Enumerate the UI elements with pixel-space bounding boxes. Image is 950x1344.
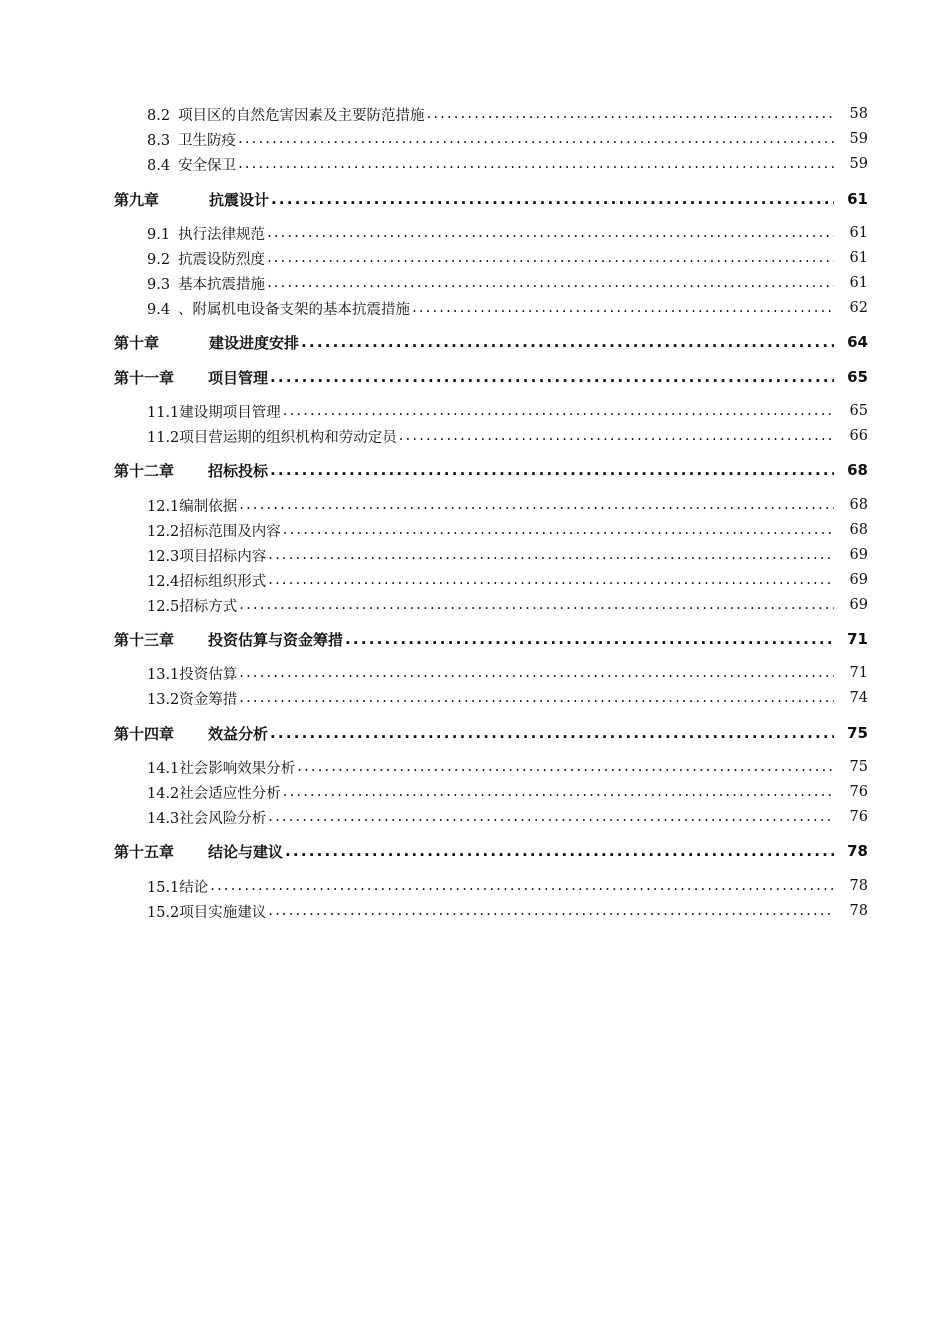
chapter-title: 结论与建议 xyxy=(208,842,284,861)
page-number: 61 xyxy=(849,225,868,241)
toc-section-entry[interactable] xyxy=(147,875,868,897)
toc-chapter-entry[interactable] xyxy=(114,331,868,353)
toc-entry-label xyxy=(147,426,397,447)
toc-entry-label xyxy=(114,841,283,862)
section-number: 13.1 xyxy=(147,666,180,683)
toc-section-entry[interactable] xyxy=(147,594,868,616)
page-number: 69 xyxy=(849,547,868,563)
toc-entry-label xyxy=(147,688,237,709)
dot-leader xyxy=(267,225,834,241)
dot-leader xyxy=(301,333,834,351)
dot-leader xyxy=(283,522,834,538)
section-number: 11.1 xyxy=(147,404,180,421)
toc-entry-label xyxy=(147,520,281,541)
section-title: 卫生防疫 xyxy=(178,132,237,149)
toc-section-entry[interactable] xyxy=(147,400,868,422)
page-number: 78 xyxy=(849,903,868,919)
chapter-number: 第十四章 xyxy=(114,724,175,743)
toc-entry-label xyxy=(114,723,268,744)
section-title: 项目区的自然危害因素及主要防范措施 xyxy=(178,107,425,124)
toc-chapter-entry[interactable] xyxy=(114,188,868,210)
dot-leader xyxy=(267,250,834,266)
chapter-title: 效益分析 xyxy=(208,724,269,743)
toc-entry-label xyxy=(147,570,266,591)
dot-leader xyxy=(268,547,834,563)
section-number: 8.2 xyxy=(147,107,171,124)
page-number: 61 xyxy=(847,190,868,208)
dot-leader xyxy=(271,190,834,208)
page-number: 69 xyxy=(849,572,868,588)
dot-leader xyxy=(238,156,834,172)
section-number: 14.2 xyxy=(147,785,180,802)
section-number: 12.2 xyxy=(147,523,180,540)
toc-chapter-entry[interactable] xyxy=(114,628,868,650)
page-number: 71 xyxy=(847,630,868,648)
dot-leader xyxy=(270,368,834,386)
dot-leader xyxy=(427,106,834,122)
section-title: 基本抗震措施 xyxy=(178,276,266,293)
section-number: 8.4 xyxy=(147,157,171,174)
dot-leader xyxy=(267,275,834,291)
toc-entry-label xyxy=(114,189,269,210)
page-number: 64 xyxy=(847,333,868,351)
section-number: 12.1 xyxy=(147,498,180,515)
dot-leader xyxy=(270,461,834,479)
chapter-number: 第十章 xyxy=(114,333,160,352)
section-title: 建设期项目管理 xyxy=(179,404,281,421)
toc-section-entry[interactable] xyxy=(147,662,868,684)
dot-leader xyxy=(399,428,834,444)
toc-entry-label xyxy=(147,104,425,125)
page-number: 71 xyxy=(849,665,868,681)
section-number: 9.1 xyxy=(147,226,171,243)
toc-entry-label xyxy=(114,460,268,481)
page-number: 78 xyxy=(847,842,868,860)
dot-leader xyxy=(270,724,834,742)
dot-leader xyxy=(283,784,834,800)
dot-leader xyxy=(239,497,834,513)
toc-entry-label xyxy=(114,332,299,353)
section-number: 12.3 xyxy=(147,548,180,565)
toc-section-entry[interactable] xyxy=(147,272,868,294)
toc-section-entry[interactable] xyxy=(147,544,868,566)
toc-section-entry[interactable] xyxy=(147,103,868,125)
page-number: 61 xyxy=(849,250,868,266)
section-title: 社会风险分析 xyxy=(179,810,267,827)
toc-section-entry[interactable] xyxy=(147,494,868,516)
dot-leader xyxy=(283,403,834,419)
dot-leader xyxy=(238,131,834,147)
toc-chapter-entry[interactable] xyxy=(114,840,868,862)
page-number: 76 xyxy=(849,809,868,825)
chapter-title: 投资估算与资金筹措 xyxy=(208,630,344,649)
dot-leader xyxy=(268,809,834,825)
toc-chapter-entry[interactable] xyxy=(114,459,868,481)
toc-entry-label xyxy=(147,876,208,897)
section-title: 招标方式 xyxy=(179,598,238,615)
page-number: 62 xyxy=(849,300,868,316)
dot-leader xyxy=(412,300,834,316)
section-number: 9.3 xyxy=(147,276,171,293)
toc-entry-label xyxy=(147,901,266,922)
chapter-number: 第九章 xyxy=(114,190,160,209)
section-title: 结论 xyxy=(179,879,209,896)
toc-section-entry[interactable] xyxy=(147,153,868,175)
toc-entry-label xyxy=(114,367,268,388)
toc-entry-label xyxy=(147,248,265,269)
section-title: 社会适应性分析 xyxy=(179,785,281,802)
section-number: 9.4 xyxy=(147,301,171,318)
page-number: 68 xyxy=(849,497,868,513)
section-title: 招标范围及内容 xyxy=(179,523,281,540)
toc-entry-label xyxy=(147,401,281,422)
page-number: 59 xyxy=(849,156,868,172)
toc-section-entry[interactable] xyxy=(147,687,868,709)
toc-section-entry[interactable] xyxy=(147,425,868,447)
chapter-title: 招标投标 xyxy=(208,461,269,480)
toc-section-entry[interactable] xyxy=(147,128,868,150)
page-number: 58 xyxy=(849,106,868,122)
page-number: 75 xyxy=(847,724,868,742)
toc-entry-label xyxy=(147,545,266,566)
page-number: 68 xyxy=(849,522,868,538)
toc-section-entry[interactable] xyxy=(147,806,868,828)
section-title: 招标组织形式 xyxy=(179,573,267,590)
section-number: 15.2 xyxy=(147,904,180,921)
toc-section-entry[interactable] xyxy=(147,297,868,319)
section-title: 编制依据 xyxy=(179,498,238,515)
dot-leader xyxy=(239,597,834,613)
toc-entry-label xyxy=(147,129,236,150)
section-title: 资金筹措 xyxy=(179,691,238,708)
toc-entry-label xyxy=(147,154,236,175)
section-title: 抗震设防烈度 xyxy=(178,251,266,268)
toc-section-entry[interactable] xyxy=(147,756,868,778)
section-number: 12.5 xyxy=(147,598,180,615)
section-title: 执行法律规范 xyxy=(178,226,266,243)
toc-entry-label xyxy=(147,595,237,616)
toc-entry-label xyxy=(147,495,237,516)
section-title: 社会影响效果分析 xyxy=(179,760,296,777)
section-title: 项目招标内容 xyxy=(179,548,267,565)
toc-entry-label xyxy=(147,223,265,244)
dot-leader xyxy=(345,630,834,648)
dot-leader xyxy=(239,690,834,706)
section-title: 项目实施建议 xyxy=(179,904,267,921)
chapter-title: 抗震设计 xyxy=(209,190,270,209)
chapter-number: 第十二章 xyxy=(114,461,175,480)
page-number: 65 xyxy=(849,403,868,419)
section-title: 安全保卫 xyxy=(178,157,237,174)
toc-entry-label xyxy=(147,757,295,778)
toc-section-entry[interactable] xyxy=(147,900,868,922)
dot-leader xyxy=(268,903,834,919)
section-number: 9.2 xyxy=(147,251,171,268)
page-number: 59 xyxy=(849,131,868,147)
page-number: 74 xyxy=(849,690,868,706)
page-number: 76 xyxy=(849,784,868,800)
toc-section-entry[interactable] xyxy=(147,222,868,244)
toc-entry-label xyxy=(147,663,237,684)
page-number: 68 xyxy=(847,461,868,479)
chapter-title: 建设进度安排 xyxy=(209,333,300,352)
dot-leader xyxy=(268,572,834,588)
section-number: 13.2 xyxy=(147,691,180,708)
dot-leader xyxy=(239,665,834,681)
page-number: 65 xyxy=(847,368,868,386)
toc-section-entry[interactable] xyxy=(147,569,868,591)
page-number: 78 xyxy=(849,878,868,894)
section-title: 投资估算 xyxy=(179,666,238,683)
toc-section-entry[interactable] xyxy=(147,519,868,541)
chapter-title: 项目管理 xyxy=(208,368,269,387)
section-title: 、附属机电设备支架的基本抗震措施 xyxy=(178,301,411,318)
dot-leader xyxy=(297,759,834,775)
page-number: 75 xyxy=(849,759,868,775)
toc-entry-label xyxy=(114,629,343,650)
toc-chapter-entry[interactable] xyxy=(114,366,868,388)
toc-section-entry[interactable] xyxy=(147,247,868,269)
toc-entry-label xyxy=(147,782,281,803)
section-number: 11.2 xyxy=(147,429,180,446)
toc-entry-label xyxy=(147,273,265,294)
chapter-number: 第十五章 xyxy=(114,842,175,861)
dot-leader xyxy=(210,878,834,894)
dot-leader xyxy=(285,842,834,860)
section-title: 项目营运期的组织机构和劳动定员 xyxy=(179,429,397,446)
toc-entry-label xyxy=(147,298,410,319)
toc-entry-label xyxy=(147,807,266,828)
section-number: 12.4 xyxy=(147,573,180,590)
chapter-number: 第十三章 xyxy=(114,630,175,649)
toc-chapter-entry[interactable] xyxy=(114,722,868,744)
chapter-number: 第十一章 xyxy=(114,368,175,387)
toc-section-entry[interactable] xyxy=(147,781,868,803)
page-number: 66 xyxy=(849,428,868,444)
page-number: 69 xyxy=(849,597,868,613)
section-number: 8.3 xyxy=(147,132,171,149)
section-number: 15.1 xyxy=(147,879,180,896)
section-number: 14.3 xyxy=(147,810,180,827)
page-number: 61 xyxy=(849,275,868,291)
section-number: 14.1 xyxy=(147,760,180,777)
